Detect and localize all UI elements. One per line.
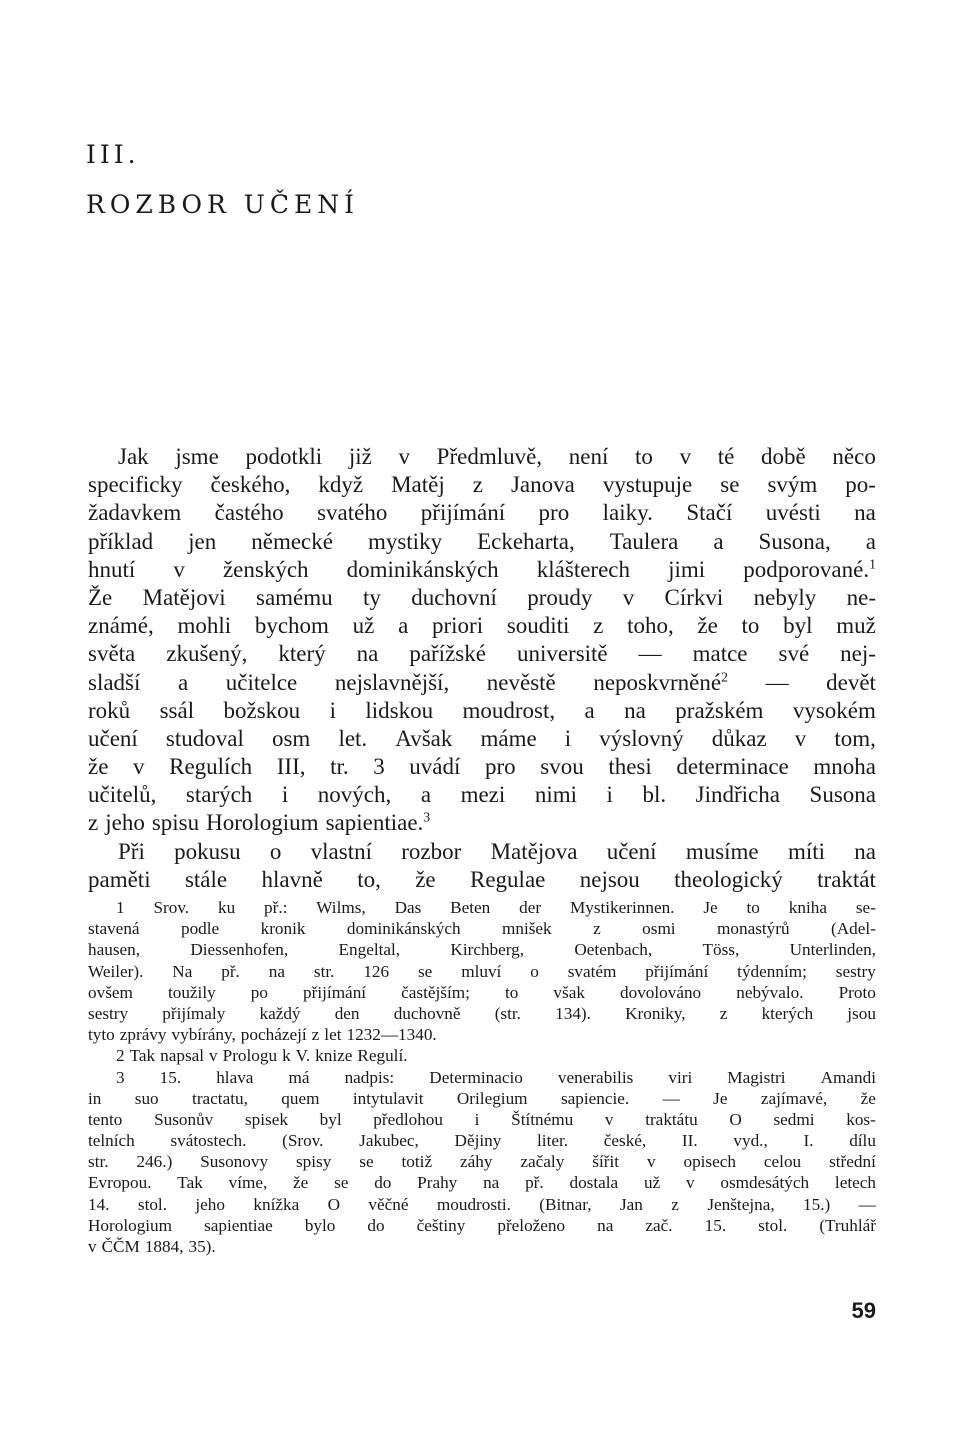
text-line: hausen, Diessenhofen, Engeltal, Kirchberg, Oetenbach, Töss, Unterlinden, bbox=[88, 940, 876, 960]
text-line: Evropou. Tak víme, že se do Prahy na př. dostala už v osmdesátých letech bbox=[88, 1173, 876, 1193]
text-line: hnutí v ženských dominikánských klášterech jimi podporované.$^1$ bbox=[88, 556, 876, 582]
text-line: Jak jsme podotkli již v Předmluvě, není to v té době něco bbox=[118, 444, 876, 469]
chapter-title: ROZBOR UČENÍ bbox=[86, 190, 359, 219]
text-line: in suo tractatu, quem intytulavit Orilegium sapiencie. — Je zajímavé, že bbox=[88, 1088, 876, 1108]
footnote-ref: 3 bbox=[423, 809, 431, 825]
text-line: Weiler). Na př. na str. 126 se mluví o svatém přijímání týdenním; sestry bbox=[88, 961, 876, 981]
text-line: tyto zprávy vybírány, pocházejí z let 1232—1340. bbox=[88, 1025, 437, 1045]
body-text bbox=[88, 443, 876, 894]
text-line: 2 Tak napsal v Prologu k V. knize Regulí. bbox=[116, 1046, 408, 1066]
text-line: v ČČM 1884, 35). bbox=[88, 1237, 216, 1256]
text-line: žadavkem častého svatého přijímání pro laiky. Stačí uvésti na bbox=[88, 500, 876, 526]
text-line: učitelů, starých i nových, a mezi nimi i bl. Jindřicha Susona bbox=[88, 782, 876, 808]
text-line: 3 15. hlava má nadpis: Determinacio venerabilis viri Magistri Amandi bbox=[116, 1067, 876, 1087]
text-line: že v Regulích III, tr. 3 uvádí pro svou thesi determinace mnoha bbox=[88, 754, 876, 780]
text-line: Že Matějovi samému ty duchovní proudy v Církvi nebyly ne- bbox=[88, 584, 876, 610]
text-line: Horologium sapientiae bylo do češtiny přeloženo na zač. 15. stol. (Truhlář bbox=[88, 1215, 876, 1235]
text-line: tento Susonův spisek byl předlohou i Štítnému v traktátu O sedmi kos- bbox=[88, 1109, 876, 1129]
text-line: známé, mohli bychom už a priori souditi z toho, že to byl muž bbox=[88, 613, 876, 639]
footnote-ref: 2 bbox=[721, 668, 728, 684]
text-line: stavená podle kronik dominikánských mnišek z osmi monastýrů (Adel- bbox=[88, 919, 876, 939]
text-line: 1 Srov. ku př.: Wilms, Das Beten der Mystikerinnen. Je to kniha se- bbox=[116, 898, 876, 917]
text-line: z jeho spisu Horologium sapientiae.$^3$ bbox=[88, 809, 431, 836]
footnotes bbox=[88, 897, 876, 1257]
page-number: 59 bbox=[851, 1298, 876, 1323]
text-line: Při pokusu o vlastní rozbor Matějova učení musíme míti na bbox=[118, 838, 876, 864]
text-line: ovšem toužily po přijímání častějším; to však dovolováno nebývalo. Proto bbox=[88, 982, 876, 1002]
footnote-ref: 1 bbox=[869, 556, 876, 572]
text-line: sestry přijímaly každý den duchovně (str. 134). Kroniky, z kterých jsou bbox=[88, 1003, 876, 1023]
chapter-number: III. bbox=[86, 140, 140, 169]
text-line: specificky českého, když Matěj z Janova vystupuje se svým po- bbox=[88, 472, 876, 498]
text-line: str. 246.) Susonovy spisy se totiž záhy začaly šířit v opisech celou střední bbox=[88, 1152, 876, 1172]
text-line: 14. stol. jeho knížka O věčné moudrosti. (Bitnar, Jan z Jenštejna, 15.) — bbox=[88, 1194, 876, 1214]
text-line: telních svátostech. (Srov. Jakubec, Dějiny liter. české, II. vyd., I. dílu bbox=[88, 1131, 876, 1151]
text-line: učení studoval osm let. Avšak máme i výslovný důkaz v tom, bbox=[88, 725, 876, 751]
text-line: příklad jen německé mystiky Eckeharta, Taulera a Susona, a bbox=[88, 528, 876, 554]
text-line: paměti stále hlavně to, že Regulae nejsou theologický traktát bbox=[88, 866, 876, 892]
text-line: světa zkušený, který na pařížské universitě — matce své nej- bbox=[88, 641, 876, 667]
text-line: sladší a učitelce nejslavnější, nevěstě neposkvrněné$^2$ — devět bbox=[88, 668, 876, 695]
text-line: roků ssál božskou i lidskou moudrost, a na pražském vysokém bbox=[88, 697, 876, 723]
